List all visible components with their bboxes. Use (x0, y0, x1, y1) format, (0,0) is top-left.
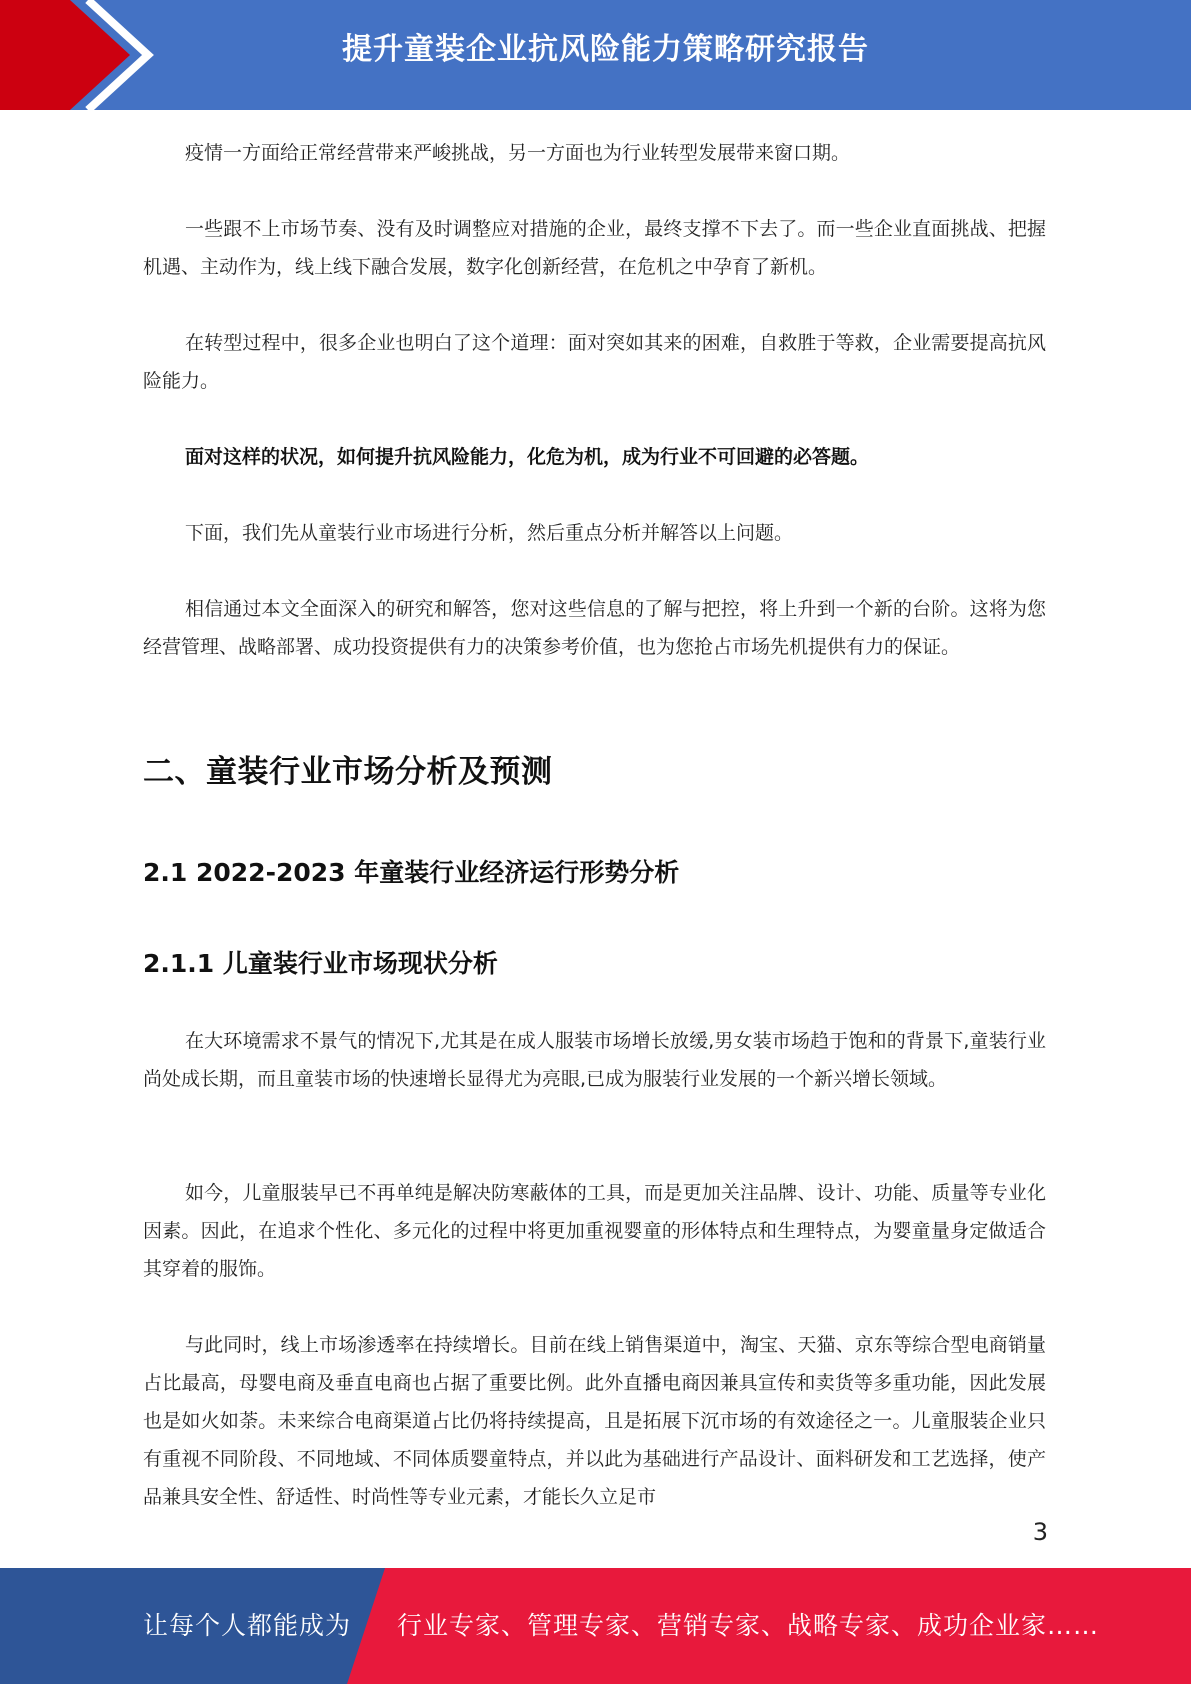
subsection-heading: 2.1 2022-2023 年童装行业经济运行形势分析 (143, 858, 680, 887)
footer-slogan-left: 让每个人都能成为 (143, 1611, 352, 1640)
footer-slogan-right: 行业专家、管理专家、营销专家、战略专家、成功企业家…… (397, 1611, 1100, 1640)
intro-paragraph: 疫情一方面给正常经营带来严峻挑战，另一方面也为行业转型发展带来窗口期。 (185, 142, 851, 164)
page-header (0, 0, 1191, 110)
page-number: 3 (1032, 1518, 1048, 1546)
analysis-paragraph: 与此同时，线上市场渗透率在持续增长。目前在线上销售渠道中，淘宝、天猫、京东等综合型电商销量占比最高，母婴电商及垂直电商也占据了重要比例。此外直播电商因兼具宣传和卖货等多重功能，因此发展也是如火如荼。未来综合电商渠道占比仍将持续提高，且是拓展下沉市场的有效途径之一。儿童服装企业只有重视不同阶段、不同地域、不同体质婴童特点，并以此为基础进行产品设计、面料研发和工艺选择，使产品兼具安全性、舒适性、时尚性等专业元素，才能长久立足市 (143, 1334, 1046, 1508)
intro-paragraph: 下面，我们先从童装行业市场进行分析，然后重点分析并解答以上问题。 (185, 522, 794, 544)
intro-paragraph: 相信通过本文全面深入的研究和解答，您对这些信息的了解与把控，将上升到一个新的台阶。这将为您经营管理、战略部署、成功投资提供有力的决策参考价值，也为您抢占市场先机提供有力的保证。 (143, 598, 1046, 658)
subsubsection-heading: 2.1.1 儿童装行业市场现状分析 (143, 949, 498, 978)
section-heading: 二、童装行业市场分析及预测 (143, 754, 553, 790)
key-question-paragraph: 面对这样的状况，如何提升抗风险能力，化危为机，成为行业不可回避的必答题。 (185, 446, 870, 468)
analysis-paragraph: 在大环境需求不景气的情况下,尤其是在成人服装市场增长放缓,男女装市场趋于饱和的背景下,童装行业尚处成长期，而且童装市场的快速增长显得尤为亮眼,已成为服装行业发展的一个新兴增长领域。 (143, 1030, 1046, 1090)
intro-paragraph: 在转型过程中，很多企业也明白了这个道理：面对突如其来的困难，自救胜于等救，企业需要提高抗风险能力。 (143, 332, 1046, 392)
intro-paragraph: 一些跟不上市场节奏、没有及时调整应对措施的企业，最终支撑不下去了。而一些企业直面挑战、把握机遇、主动作为，线上线下融合发展，数字化创新经营，在危机之中孕育了新机。 (143, 218, 1046, 278)
report-title: 提升童装企业抗风险能力策略研究报告 (342, 32, 869, 67)
analysis-paragraph: 如今，儿童服装早已不再单纯是解决防寒蔽体的工具，而是更加关注品牌、设计、功能、质量等专业化因素。因此，在追求个性化、多元化的过程中将更加重视婴童的形体特点和生理特点，为婴童量身定做适合其穿着的服饰。 (143, 1182, 1046, 1280)
page-footer (0, 1568, 1191, 1684)
